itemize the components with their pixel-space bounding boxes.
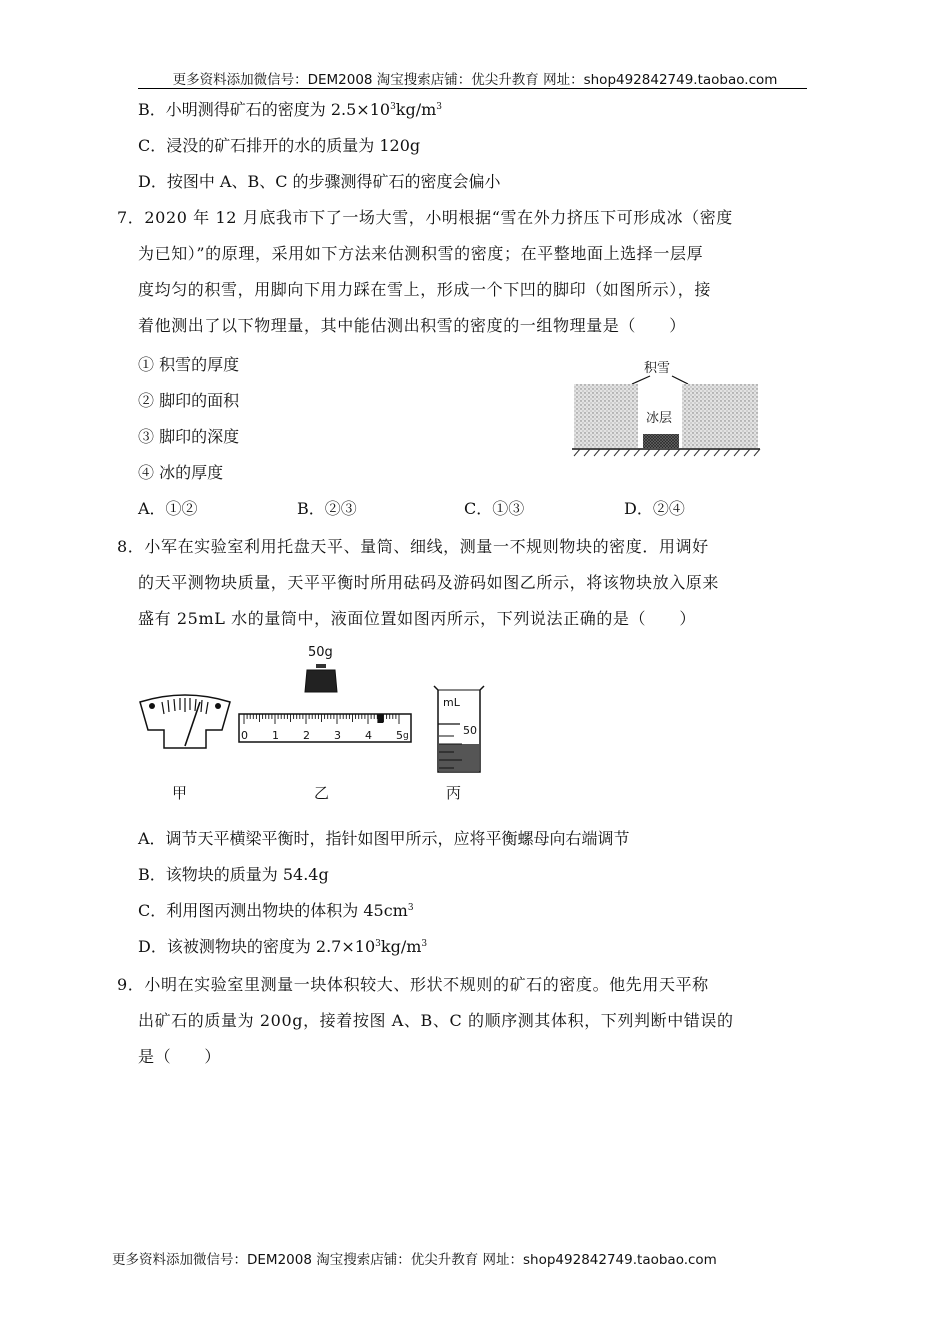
ruler-unit: g (403, 731, 409, 741)
q7-item-1: ① 积雪的厚度 (138, 355, 240, 374)
snow-pointer-right (672, 376, 688, 384)
q7-stem-line-2: 为已知）”的原理，采用如下方法来估测积雪的密度；在平整地面上选择一层厚 (138, 244, 704, 263)
q7-option-a: A．①② (138, 499, 198, 518)
caption-yi: 乙 (314, 784, 330, 802)
ruler-tick-label: 3 (334, 729, 341, 742)
q7-stem-line-4: 着他测出了以下物理量，其中能估测出积雪的密度的一组物理量是（ ） (138, 316, 686, 335)
ruler-tick-label: 0 (241, 729, 248, 742)
weight-ruler-figure (234, 640, 416, 750)
snow-label: 积雪 (644, 361, 671, 376)
q8-stem-line-1: 8．小军在实验室利用托盘天平、量筒、细线，测量一不规则物块的密度．用调好 (117, 537, 709, 556)
q7-stem-line-3: 度均匀的积雪，用脚向下用力踩在雪上，形成一个下凹的脚印（如图所示），接 (138, 280, 712, 299)
q6-option-c: C．浸没的矿石排开的水的质量为 120g (138, 136, 421, 155)
ruler-tick-label: 5 (396, 729, 403, 742)
q6-option-b: B．小明测得矿石的密度为 $2.5\times 10^3kg/m^3$ (138, 100, 443, 119)
weight-label: 50g (308, 645, 333, 660)
page-header: 更多资料添加微信号：DEM2008 淘宝搜索店铺：优尖升教育 网址：shop492842749.taobao.com (172, 72, 778, 88)
q8-stem-line-2: 的天平测物块质量，天平平衡时所用砝码及游码如图乙所示，将该物块放入原来 (138, 573, 720, 592)
ground-hatching (574, 449, 760, 456)
q7-item-4: ④ 冰的厚度 (138, 463, 224, 482)
q7-option-c: C．①③ (464, 499, 525, 518)
caption-jia: 甲 (172, 784, 188, 802)
q7-option-b: B．②③ (297, 499, 357, 518)
q7-option-d: D．②④ (624, 499, 685, 518)
q8-stem-line-3: 盛有 25mL 水的量筒中，液面位置如图丙所示，下列说法正确的是（ ） (138, 609, 696, 628)
snow-left-block (574, 384, 638, 448)
q7-stem-line-1: 7．2020 年 12 月底我市下了一场大雪，小明根据“雪在外力挤压下可形成冰（密度 (117, 208, 733, 227)
ice-label: 冰层 (646, 411, 673, 426)
snow-pointer-left (632, 376, 650, 384)
page-footer: 更多资料添加微信号：DEM2008 淘宝搜索店铺：优尖升教育 网址：shop492842749.taobao.com (112, 1252, 717, 1268)
q9-stem-line-2: 出矿石的质量为 200g，接着按图 A、B、C 的顺序测其体积，下列判断中错误的 (138, 1011, 734, 1030)
q9-stem-line-1: 9．小明在实验室里测量一块体积较大、形状不规则的矿石的密度。他先用天平称 (117, 975, 709, 994)
ruler-tick-label: 1 (272, 729, 279, 742)
q7-item-3: ③ 脚印的深度 (138, 427, 240, 446)
snow-right-block (682, 384, 758, 448)
q8-option-a: A．调节天平横梁平衡时，指针如图甲所示，应将平衡螺母向右端调节 (138, 829, 630, 848)
cylinder-liquid (439, 744, 479, 771)
q6-option-d: D．按图中 A、B、C 的步骤测得矿石的密度会偏小 (138, 172, 501, 191)
q9-stem-line-3: 是（ ） (138, 1047, 222, 1066)
cylinder-unit: mL (443, 696, 460, 709)
header-divider (138, 88, 807, 89)
q8-option-c: C．利用图丙测出物块的体积为 $45cm^3$ (138, 901, 414, 920)
q7-item-2: ② 脚印的面积 (138, 391, 240, 410)
caption-bing: 丙 (446, 784, 462, 802)
ruler-rider (377, 714, 383, 723)
weight-50g (305, 670, 337, 692)
measuring-cylinder-figure (430, 684, 486, 776)
ruler-tick-label: 4 (365, 729, 372, 742)
cylinder-mark-50: 50 (463, 724, 477, 737)
balance-pointer-figure (136, 690, 234, 756)
ruler-tick-label: 2 (303, 729, 310, 742)
ice-layer (643, 434, 679, 448)
q8-option-d: D．该被测物块的密度为 $2.7\times 10^3kg/m^3$ (138, 937, 428, 956)
q8-option-b: B．该物块的质量为 54.4g (138, 865, 329, 884)
snow-footprint-figure (568, 356, 768, 460)
